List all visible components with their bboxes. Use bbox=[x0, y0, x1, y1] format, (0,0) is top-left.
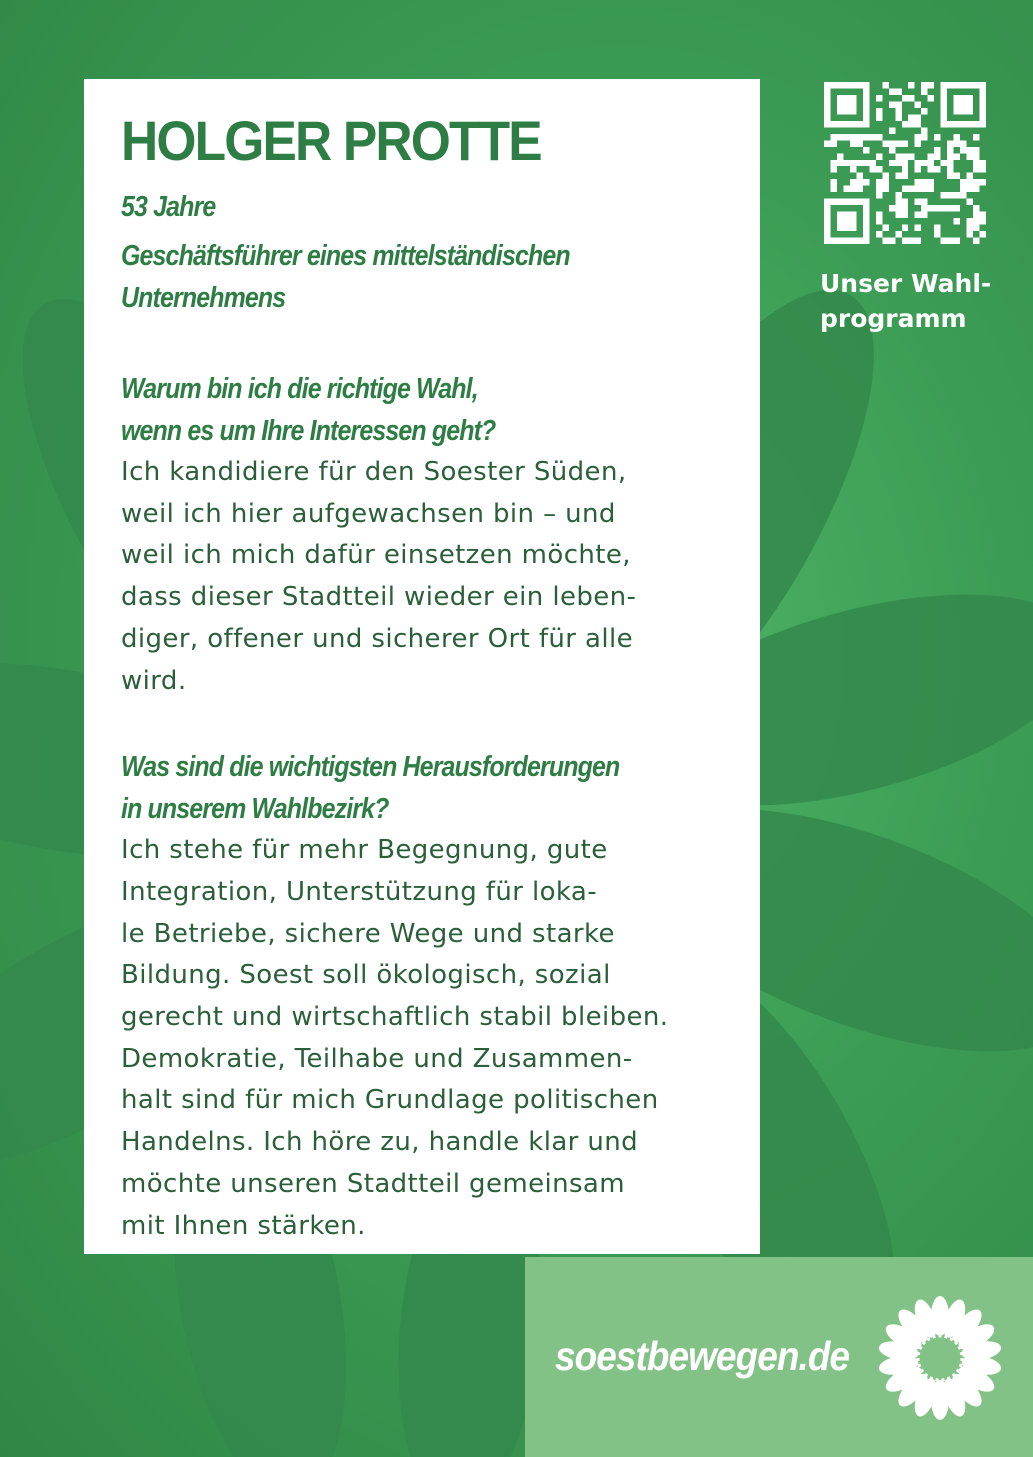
qr-label-line1: Unser Wahl- bbox=[820, 269, 992, 298]
answer-line: möchte unseren Stadtteil gemeinsam bbox=[121, 1168, 625, 1199]
website-link[interactable]: soestbewegen.de bbox=[555, 1333, 850, 1379]
answer-line: Demokratie, Teilhabe und Zusammen- bbox=[121, 1043, 633, 1074]
answer-line: Bildung. Soest soll ökologisch, sozial bbox=[121, 960, 611, 991]
question-2-line1: Was sind die wichtigsten Herausforderungen bbox=[121, 751, 620, 784]
qr-code-icon[interactable] bbox=[822, 82, 988, 244]
footer-panel bbox=[525, 1257, 1033, 1457]
answer-line: le Betriebe, sichere Wege und starke bbox=[121, 918, 615, 949]
question-2-line2: in unserem Wahlbezirk? bbox=[121, 793, 389, 826]
question-1-line2: wenn es um Ihre Interessen geht? bbox=[121, 415, 496, 447]
answer-line: Ich kandidiere für den Soester Süden, bbox=[121, 457, 627, 487]
answer-line: gerecht und wirtschaftlich stabil bleiben. bbox=[121, 1002, 669, 1033]
question-1-line1: Warum bin ich die richtige Wahl, bbox=[121, 373, 478, 405]
sunflower-icon bbox=[877, 1295, 1003, 1421]
answer-line: Handelns. Ich höre zu, handle klar und bbox=[121, 1127, 639, 1158]
answer-line: Integration, Unterstützung für loka- bbox=[121, 876, 598, 907]
answer-line: dass dieser Stadtteil wieder ein leben- bbox=[121, 582, 637, 613]
answer-2 bbox=[121, 830, 730, 1247]
answer-line: mit Ihnen stärken. bbox=[121, 1210, 366, 1241]
qr-label-line2: programm bbox=[820, 304, 967, 333]
answer-line: weil ich mich dafür einsetzen möchte, bbox=[121, 540, 631, 571]
answer-1 bbox=[121, 452, 730, 702]
candidate-card bbox=[84, 79, 760, 1254]
qr-label[interactable] bbox=[820, 266, 991, 336]
candidate-age: 53 Jahre bbox=[121, 191, 216, 223]
answer-line: Ich stehe für mehr Begegnung, gute bbox=[121, 835, 608, 866]
candidate-name: HOLGER PROTTE bbox=[121, 109, 541, 172]
answer-line: halt sind für mich Grundlage politischen bbox=[121, 1085, 659, 1116]
answer-line: diger, offener und sicherer Ort für alle bbox=[121, 623, 633, 654]
answer-line: weil ich hier aufgewachsen bin – und bbox=[121, 498, 616, 529]
candidate-job-line1: Geschäftsführer eines mittelständischen bbox=[121, 240, 570, 272]
answer-line: wird. bbox=[121, 665, 187, 696]
candidate-job-line2: Unternehmens bbox=[121, 282, 286, 314]
